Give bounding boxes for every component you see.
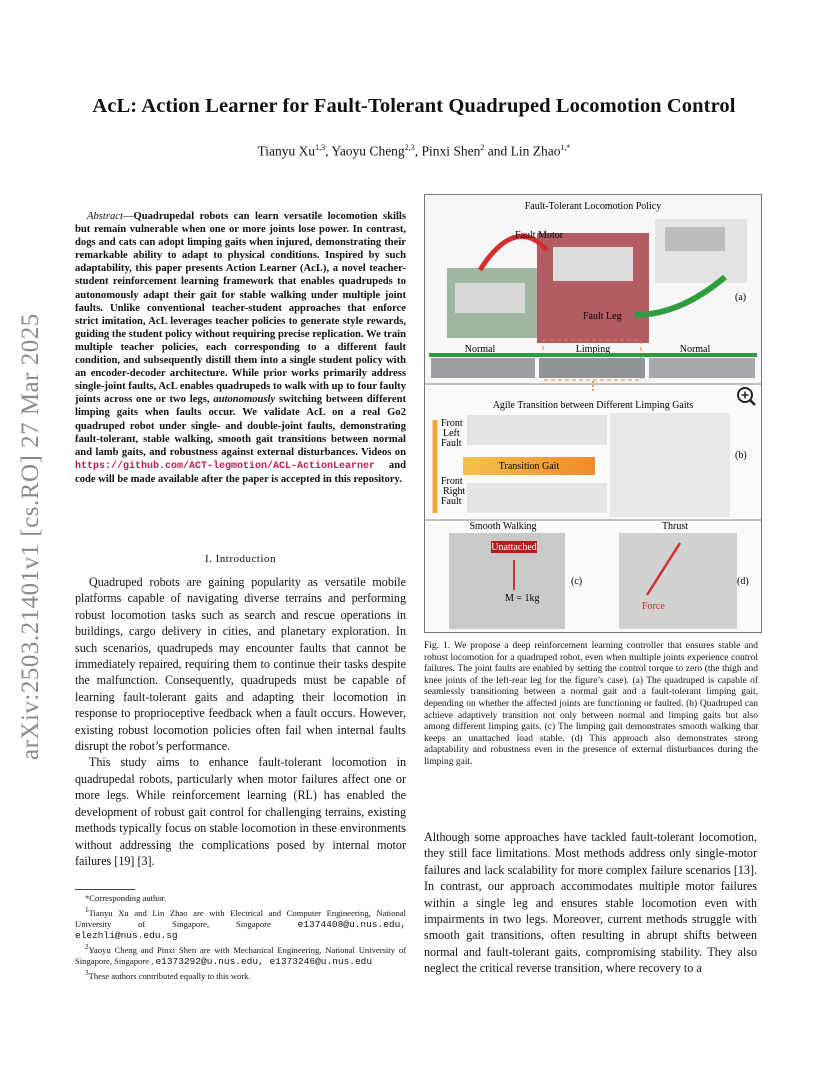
footnote-3: $^3$These authors contributed equally to this work. [85,968,251,981]
footnote-2-emails: e1373292@u.nus.edu, e1373246@u.nus.edu [155,955,373,967]
force-label: Force [642,601,665,612]
abstract-text: and code will be made available after the paper is accepted in this repository. [75,459,406,485]
introduction-body [75,574,406,869]
mass-label: M = 1kg [505,593,540,604]
panel-a-label: (a) [735,292,747,303]
robot-body [553,247,633,281]
footnote-corresponding: *Corresponding author. [85,893,167,903]
front-left-fault-label: Fault [441,438,462,449]
author-name: Pinxi Shen [421,143,481,159]
panel-d-title: Thrust [661,521,689,532]
paragraph: Quadruped robots are gaining popularity as versatile mobile platforms capable of navigating diverse terrains and performing robust locomotion tasks such as search and rescue operations in buildings, cargo delivery in cities, and planetary exploration. In such scenarios, quadrupeds may encounter faults that cannot be immediately repaired, requiring them to continue their tasks despite the malfunction. Consequently, quadrupeds must be capable of learning fault-tolerant gaits and adapting their locomotion in response to proprioceptive feedback when a fault occurs. However, existing robust locomotion policies often fail when internal faults disrupt the robot’s performance. [75,575,406,754]
figure-caption: Fig. 1. We propose a deep reinforcement learning controller that ensures stable and robust locomotion for a quadruped robot, even when multiple joints experience control failures. The joint faults are enabled by setting the control torque to zero (the thigh and knee joints of the left-rear leg for the figure’s case). (a) The quadruped is capable of seamlessly transitioning between a normal gait and a fault-tolerant limping gait, depending on whether the affected joints are functioning or faulted. (b) Quadruped can achieve adaptively transition not only between normal and limping gaits but also among different limping gaits. (c) The limping gait demonstrates smooth walking that keeps an unattached load stable. (d) This approach also demonstrates strong adaptability and robustness even in the presence of external disturbances during the limping gait. [424,641,758,767]
fault-leg-label: Fault Leg [583,311,622,322]
author-name: Yaoyu Cheng [331,143,405,159]
unattached-label: Unattached [491,542,537,553]
author-affiliation: 1,* [560,143,571,152]
panel-b-title: Agile Transition between Different Limping Gaits [492,400,694,411]
footnote-3-text: These authors contributed equally to this work. [88,970,251,981]
transition-gait-label: Transition Gait [498,461,560,472]
figure-1 [424,194,762,633]
filmstrip-front-left [467,415,607,445]
paragraph: Although some approaches have tackled fault-tolerant locomotion, they still face limitations. Most methods address only single-motor failures and lack scalability for more complex failure scenarios [13]. In contrast, our approach accommodates multiple motor failures within a single leg and ensures stable locomotion even with impairments in two legs. Moreover, current methods struggle with smooth gait transitions, often resulting in abrupt shifts between normal and fault-tolerant gaits, compromising stability. They also neglect the critical reverse transition, where recovery to a [424,830,757,976]
robot-photo-closeup [610,413,730,517]
filmstrip-normal-2 [649,358,755,378]
footnote-rule [75,889,135,890]
figure-1-graphic [425,195,761,632]
author-affiliation: 2 [480,143,485,152]
footnotes [75,893,406,983]
section-heading: I. Introduction [204,553,277,565]
abstract-emphasis: autonomously [213,394,276,406]
front-left-fault-label: Front [441,418,463,429]
footnote-2-text: Yaoyu Cheng and Pinxi Shen are with Mechanical Engineering, National University of Singapore, Singapore , [75,944,406,966]
right-column-body [424,829,757,977]
footnote-1: $^1$Tianyu Xu and Lin Zhao are with Electrical and Computer Engineering, National University of Singapore, Singapore e1374408@u.nus.edu, elezhli@nus.edu.sg [75,906,406,941]
front-right-fault-label: Fault [441,496,462,507]
fault-motor-label: Fault Motor [515,230,564,241]
robot-body [665,227,725,251]
author-affiliation: 1,3 [315,143,326,152]
timeline-limping: Limping [575,344,611,355]
paragraph: This study aims to enhance fault-tolerant locomotion in quadrupedal robots, particularly when motor failures affect one or more legs. While reinforcement learning (RL) has enabled the development of robust gait control for challenging terrains, existing methods typically focus on stable locomotion in these environments without addressing the complications posed by internal motor failures [19] [3]. [75,755,406,868]
front-right-fault-label: Front [441,476,463,487]
filmstrip-limping [539,358,645,378]
timeline-normal-right: Normal [679,344,711,355]
panel-a-title: Fault-Tolerant Locomotion Policy [524,201,662,212]
abstract-text: Quadrupedal robots can learn versatile locomotion skills but remain vulnerable when one or more joints lose power. In contrast, dogs and cats can adopt limping gaits when injured, demonstrating their remarkable ability to adapt to physical conditions. Inspired by such adaptability, this paper presents Action Learner (AcL), a novel teacher-student reinforcement learning framework that enables quadrupeds to autonomously adapt their gait for stable walking under multiple joint faults. Unlike conventional teacher-student approaches that enforce strict imitation, AcL leverages teacher policies to generate style rewards, guiding the student policy without requiring precise replication. We train multiple teacher policies, each corresponding to a different fault condition, and subsequently distill them into a single student policy with an encoder-decoder architecture. While prior works primarily address single-joint faults, AcL enables quadrupeds to walk with up to four faulty joints across one or two legs, [75,211,406,406]
front-right-fault-label: Right [443,486,466,497]
footnote-1-emails: e1374408@u.nus.edu, elezhli@nus.edu.sg [75,918,406,941]
timeline-normal-left: Normal [464,344,496,355]
robot-body [455,283,525,313]
author-name: Tianyu Xu [257,143,316,159]
author-name: Lin Zhao [510,143,561,159]
author-affiliation: 2,3 [404,143,415,152]
footnote-2: $^2$Yaoyu Cheng and Pinxi Shen are with Mechanical Engineering, National University of Singapore, Singapore , e1373292@u.nus.edu, e1373246@u.nus.edu [75,942,406,967]
panel-d-label: (d) [737,576,749,587]
panel-c-label: (c) [571,576,583,587]
front-left-fault-label: Left [443,428,460,439]
footnote-1-text: Tianyu Xu and Lin Zhao are with Electrical and Computer Engineering, National University of Singapore, Singapore [75,907,406,929]
abstract: Abstract—Quadrupedal robots can learn versatile locomotion skills but remain vulnerable when one or more joints lose power. In contrast, dogs and cats can adopt limping gaits when injured, demonstrating their remarkable ability to adapt to physical conditions. Inspired by such adaptability, this paper presents Action Learner (AcL), a novel teacher-student reinforcement learning framework that enables quadrupeds to autonomously adapt their gait for stable walking under multiple joint faults. Unlike conventional teacher-student approaches that enforce strict imitation, AcL leverages teacher policies to generate style rewards, guiding the student policy without requiring precise replication. We train multiple teacher policies, each corresponding to a different fault condition, and subsequently distill them into a single student policy with an encoder-decoder architecture. While prior works primarily address single-joint faults, AcL enables quadrupeds to walk with up to four faulty joints across one or two legs, autonomously switching between different limping gaits when faults occur. We validate AcL on a real Go2 quadruped robot under single- and double-joint faults, demonstrating fault-tolerant, stable walking, smooth gait transitions between normal and lamb gaits, and robustness against external disturbances. Videos on https://github.com/ACT-legmotion/ACL-ActionLearner and code will be made available after the paper is accepted in this repository. [75,211,407,485]
abstract-label: Abstract [87,211,123,222]
arxiv-identifier: arXiv:2503.21401v1 [cs.RO] 27 Mar 2025 [17,313,44,760]
filmstrip-front-right [467,483,607,513]
magnifier-plus-icon[interactable] [738,388,755,405]
abstract-text: switching between different limping gaits when faults occur. We validate AcL on a real Go2 quadruped robot under single- and double-joint faults, demonstrating fault-tolerant, stable walking, smooth gait transitions between normal and lamb gaits, and robustness against external disturbances. Videos on [75,394,407,458]
panel-c-title: Smooth Walking [469,521,537,532]
panel-b-label: (b) [735,450,747,461]
filmstrip-normal [431,358,535,378]
paper-title: AcL: Action Learner for Fault-Tolerant Quadruped Locomotion Control [92,95,736,117]
github-link[interactable]: https://github.com/ACT-legmotion/ACL-ActionLearner [75,460,376,472]
author-list: Tianyu Xu$^{1,3}$, Yaoyu Cheng$^{2,3}$, Pinxi Shen$^2$ and Lin Zhao$^{1,*}$ [257,143,571,159]
